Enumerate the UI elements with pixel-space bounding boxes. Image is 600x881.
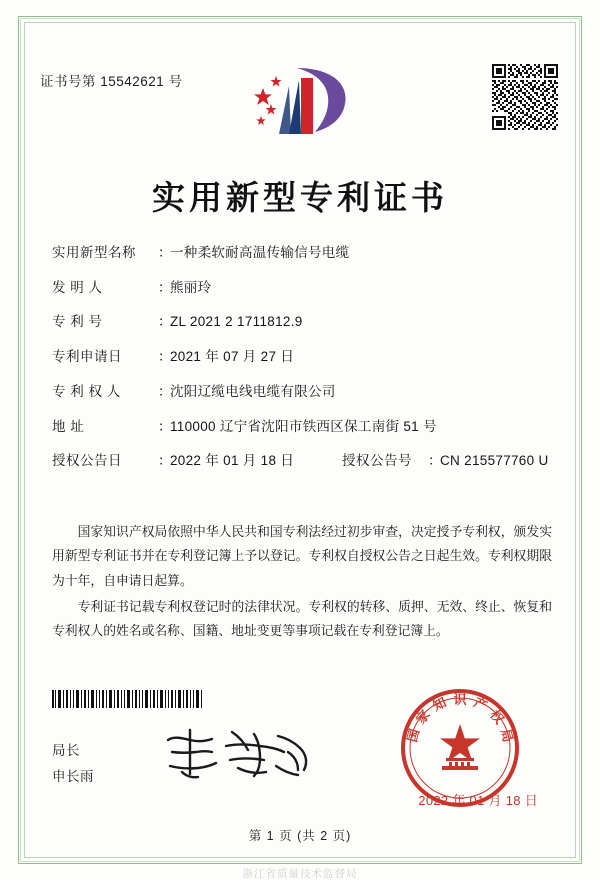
field-label: 授权公告日 — [52, 453, 122, 469]
body-paragraph-2: 专利证书记载专利权登记时的法律状况。专利权的转移、质押、无效、终止、恢复和专利权人的姓名或名称、国籍、地址变更等事项记载在专利登记簿上。 — [52, 598, 552, 639]
handwritten-signature — [160, 722, 320, 784]
body-paragraph-1: 国家知识产权局依照中华人民共和国专利法经过初步审查，决定授予专利权，颁发实用新型专利证书并在专利登记簿上予以登记。专利权自授权公告之日起生效。专利权期限为十年，自申请日起算。 — [52, 524, 552, 588]
field-colon: ： — [158, 245, 172, 260]
field-application-date — [52, 348, 552, 366]
field-value: ZL 2021 2 1711812.9 — [170, 314, 303, 330]
barcode — [52, 690, 202, 708]
patent-office-logo — [245, 62, 355, 137]
field-label-secondary: 授权公告号 — [342, 453, 412, 469]
field-address — [52, 418, 552, 436]
page-number: 第 1 页 (共 2 页) — [248, 829, 352, 843]
field-value: 沈阳辽缆电线电缆有限公司 — [170, 383, 336, 399]
svg-text:权: 权 — [487, 707, 508, 727]
director-name-label: 申长雨 — [52, 768, 94, 784]
field-label: 专 利 号 — [52, 314, 103, 330]
field-value: 2022 年 01 月 18 日 — [170, 453, 295, 469]
director-title-label: 局长 — [52, 743, 80, 758]
field-colon: ： — [158, 453, 172, 469]
field-utility-model-name — [52, 244, 552, 262]
svg-text:识: 识 — [453, 692, 467, 707]
fields-section — [52, 244, 552, 487]
field-colon: ： — [158, 279, 172, 295]
svg-text:国: 国 — [404, 727, 423, 744]
svg-text:产: 产 — [471, 694, 490, 714]
field-label: 专利申请日 — [52, 349, 122, 365]
svg-text:知: 知 — [430, 694, 449, 714]
field-label: 专 利 权 人 — [52, 383, 121, 399]
page-title: 实用新型专利证书 — [152, 181, 448, 217]
field-value: 一种柔软耐高温传输信号电缆 — [170, 245, 350, 260]
field-colon: ： — [158, 349, 172, 365]
footer-watermark-text: 浙江省质量技术监督局 — [242, 868, 358, 880]
qr-code — [492, 64, 558, 130]
field-colon: ： — [158, 314, 172, 330]
legal-body-text — [52, 520, 552, 646]
field-value: 熊丽玲 — [170, 279, 212, 295]
certificate-number: 证书号第 15542621 号 — [40, 74, 183, 89]
field-patent-number — [52, 313, 552, 331]
field-grant-announcement — [52, 452, 552, 470]
field-label: 实用新型名称 — [52, 245, 136, 260]
signature-block — [52, 738, 94, 789]
field-value: 2021 年 07 月 27 日 — [170, 349, 295, 365]
field-colon: ： — [158, 418, 172, 434]
seal-date: 2022 年 01 月 18 日 — [418, 793, 538, 808]
field-label: 发 明 人 — [52, 279, 103, 295]
field-inventor — [52, 279, 552, 297]
field-patentee — [52, 383, 552, 401]
field-colon: ： — [158, 383, 172, 399]
field-colon-secondary: ： — [428, 453, 442, 469]
field-value-secondary: CN 215577760 U — [440, 453, 549, 469]
svg-text:家: 家 — [412, 707, 433, 727]
svg-text:局: 局 — [497, 727, 516, 744]
field-value: 110000 辽宁省沈阳市铁西区保工南街 51 号 — [170, 418, 437, 434]
field-label: 地 址 — [52, 418, 85, 434]
